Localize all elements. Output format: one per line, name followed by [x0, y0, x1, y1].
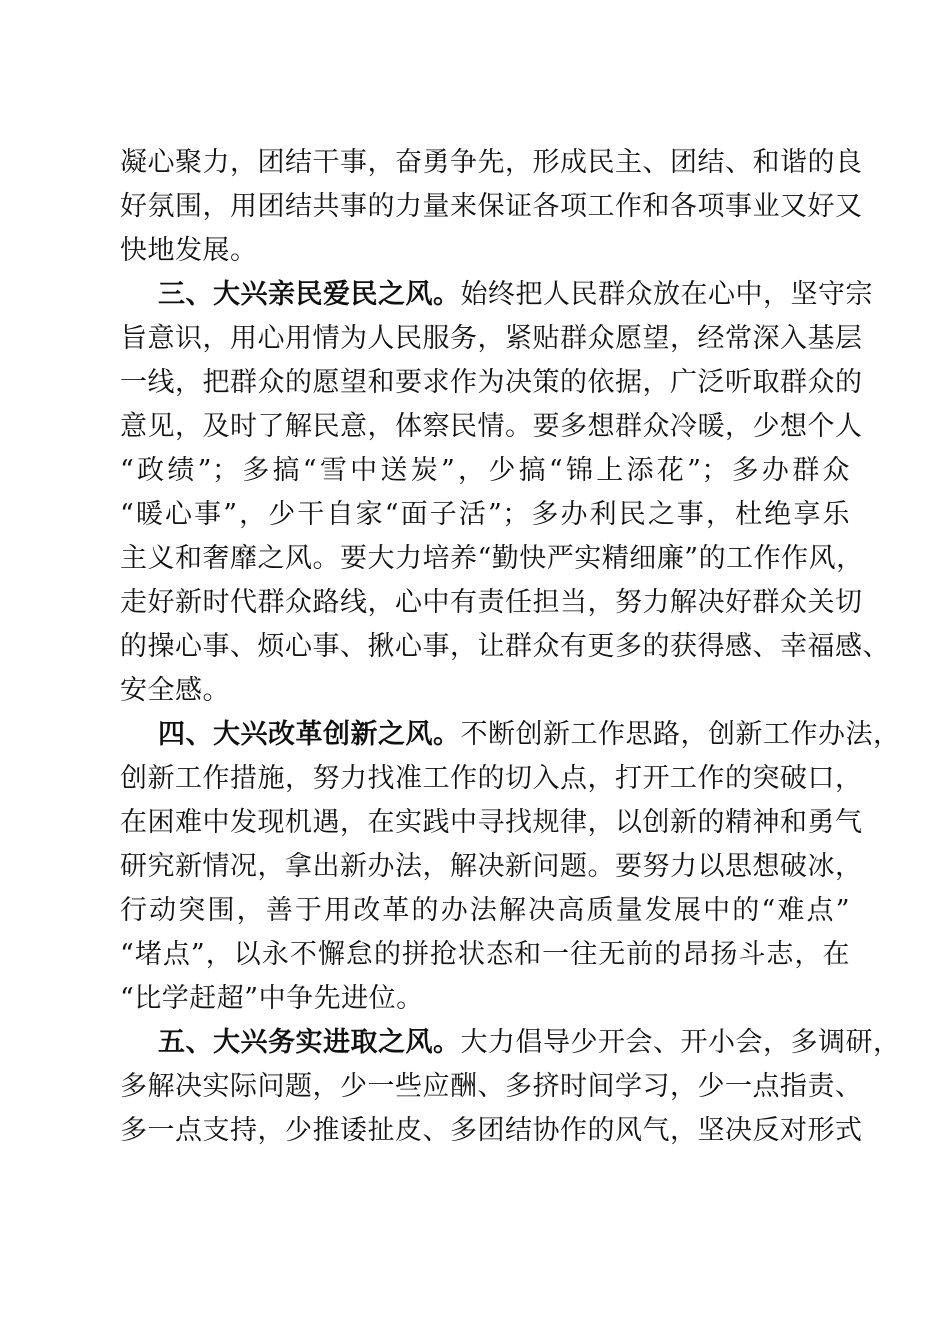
paragraph-line: 主义和奢靡之风。要大力培养“勤快严实精细廉”的工作作风，: [120, 543, 864, 574]
section-four-heading-line: 四、大兴改革创新之风。不断创新工作思路，创新工作办法，: [158, 719, 901, 750]
section-three-heading: 三、大兴亲民爱民之风。: [158, 279, 461, 310]
paragraph-line: 一线，把群众的愿望和要求作为决策的依据，广泛听取群众的: [120, 367, 863, 398]
section-five-heading-line: 五、大兴务实进取之风。大力倡导少开会、开小会，多调研，: [158, 1027, 901, 1058]
paragraph-line: 创新工作措施，努力找准工作的切入点，打开工作的突破口，: [120, 763, 863, 794]
paragraph-line: “堵点”，以永不懈怠的拼抢状态和一往无前的昂扬斗志，在: [120, 939, 850, 970]
paragraph-line: 多解决实际问题，少一些应酬、多挤时间学习，少一点指责、: [120, 1071, 863, 1102]
paragraph-line: 多一点支持，少推诿扯皮、多团结协作的风气，坚决反对形式: [120, 1115, 863, 1146]
paragraph-line: “暖心事”，少干自家“面子活”；多办利民之事，杜绝享乐: [120, 499, 850, 530]
paragraph-line: 的操心事、烦心事、揪心事，让群众有更多的获得感、幸福感、: [120, 631, 890, 662]
paragraph-line: 走好新时代群众路线，心中有责任担当，努力解决好群众关切: [120, 587, 863, 618]
section-three-heading-line: 三、大兴亲民爱民之风。始终把人民群众放在心中，坚守宗: [158, 279, 873, 310]
paragraph-line: 凝心聚力，团结干事，奋勇争先，形成民主、团结、和谐的良: [120, 147, 863, 178]
paragraph-line: 旨意识，用心用情为人民服务，紧贴群众愿望，经常深入基层: [120, 323, 863, 354]
paragraph-line: 好氛围，用团结共事的力量来保证各项工作和各项事业又好又: [120, 191, 863, 222]
paragraph-line: 在困难中发现机遇，在实践中寻找规律，以创新的精神和勇气: [120, 807, 863, 838]
paragraph-line: 安全感。: [120, 675, 230, 706]
section-four-heading: 四、大兴改革创新之风。: [158, 719, 461, 750]
section-five-heading: 五、大兴务实进取之风。: [158, 1027, 461, 1058]
paragraph-line: 研究新情况，拿出新办法，解决新问题。要努力以思想破冰，: [120, 851, 863, 882]
paragraph-line: 快地发展。: [120, 235, 258, 266]
paragraph-line: “比学赶超”中争先进位。: [120, 983, 424, 1014]
paragraph-line: “政绩”；多搞“雪中送炭”，少搞“锦上添花”；多办群众: [120, 455, 850, 486]
paragraph-line: 行动突围，善于用改革的办法解决高质量发展中的“难点”: [120, 895, 850, 926]
paragraph-line: 意见，及时了解民意，体察民情。要多想群众冷暖，少想个人: [120, 411, 863, 442]
